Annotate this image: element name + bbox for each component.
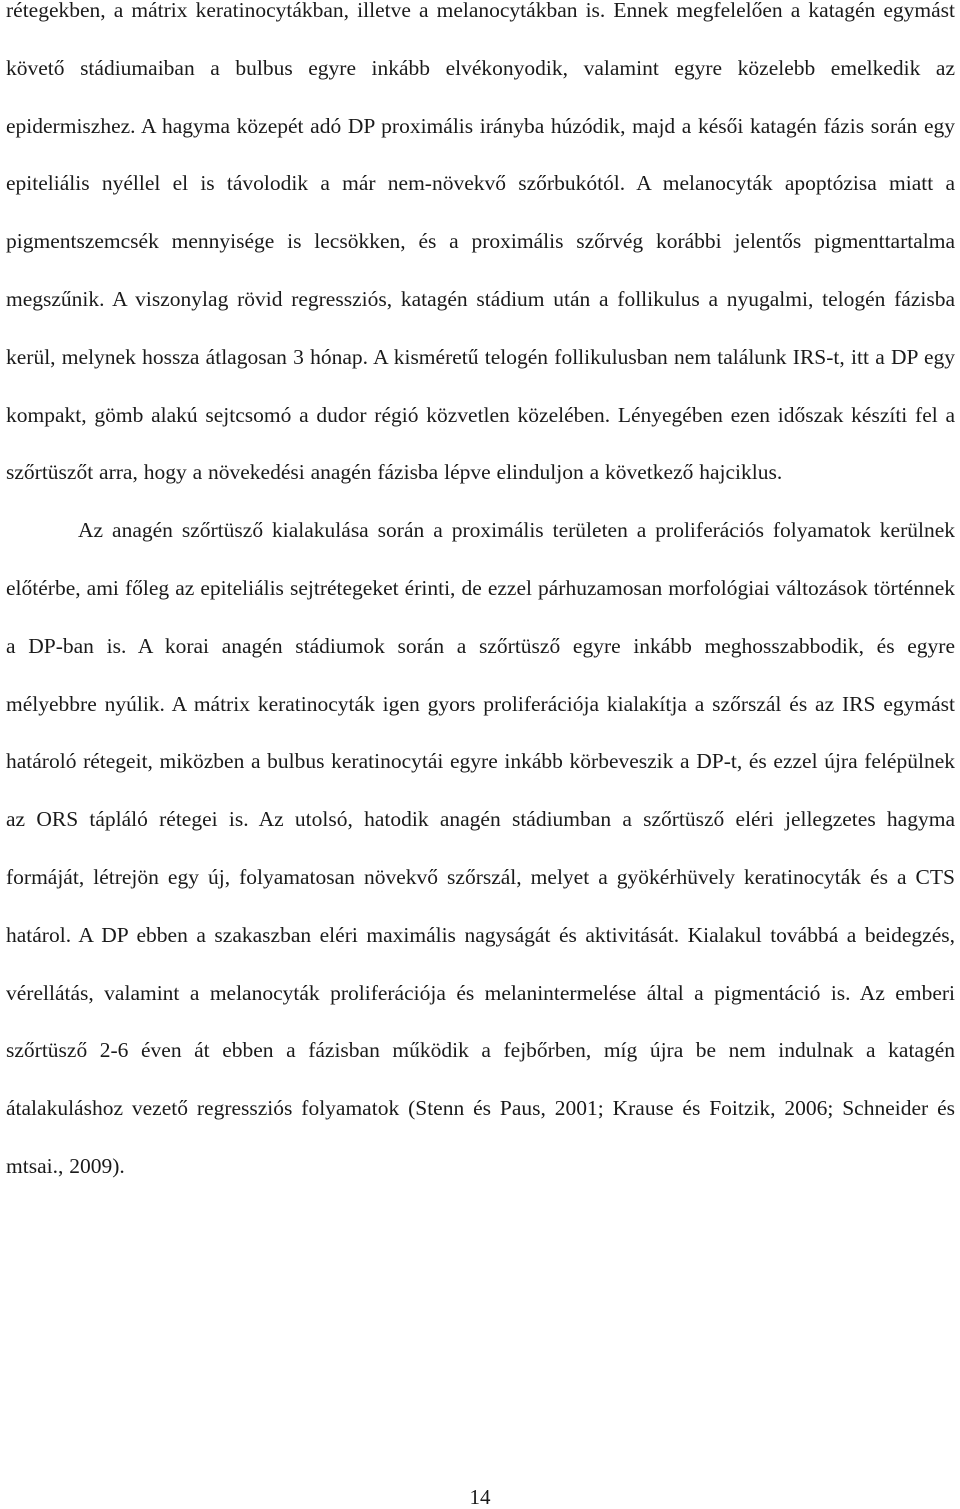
body-paragraph-2: Az anagén szőrtüsző kialakulása során a proximális területen a proliferációs folyamatok kerülnek előtérbe, ami főleg az epiteliális sejtrétegeket érinti, de ezzel párhuzamosan morfológiai változások történnek a DP-ban is. A korai anagén stádiumok során a szőrtüsző egyre inkább meghosszabbodik, és egyre mélyebbre nyúlik. A mátrix keratinocyták igen gyors proliferációja kialakítja a szőrszál és az IRS egymást határoló rétegeit, miközben a bulbus keratinocytái egyre inkább körbeveszik a DP-t, és ezzel újra felépülnek az ORS tápláló rétegei is. Az utolsó, hatodik anagén stádiumban a szőrtüsző eléri jellegzetes hagyma formáját, létrejön egy új, folyamatosan növekvő szőrszál, melyet a gyökérhüvely keratinocyták és a CTS határol. A DP ebben a szakaszban eléri maximális nagyságát és aktivitását. Kialakul továbbá a beidegzés, vérellátás, valamint a melanocyták proliferációja és melanintermelése által a pigmentáció is. Az emberi szőrtüsző 2-6 éven át ebben a fázisban működik a fejbőrben, míg újra be nem indulnak a katagén átalakuláshoz vezető regressziós folyamatok (Stenn és Paus, 2001; Krause és Foitzik, 2006; Schneider és mtsai., 2009). (6, 518, 955, 1178)
body-paragraph-1: rétegekben, a mátrix keratinocytákban, illetve a melanocytákban is. Ennek megfelelően a katagén egymást követő stádiumaiban a bulbus egyre inkább elvékonyodik, valamint egyre közelebb emelkedik az epidermiszhez. A hagyma közepét adó DP proximális irányba húzódik, majd a késői katagén fázis során egy epiteliális nyéllel el is távolodik a már nem-növekvő szőrbukótól. A melanocyták apoptózisa miatt a pigmentszemcsék mennyisége is lecsökken, és a proximális szőrvég korábbi jelentős pigmenttartalma megszűnik. A viszonylag rövid regressziós, katagén stádium után a follikulus a nyugalmi, telogén fázisba kerül, melynek hossza átlagosan 3 hónap. A kisméretű telogén follikulusban nem találunk IRS-t, itt a DP egy kompakt, gömb alakú sejtcsomó a dudor régió közvetlen közelében. Lényegében ezen időszak készíti fel a szőrtüszőt arra, hogy a növekedési anagén fázisba lépve elinduljon a következő hajciklus. (6, 0, 955, 485)
document-page (6, 0, 955, 1196)
page-number: 14 (469, 1485, 491, 1509)
